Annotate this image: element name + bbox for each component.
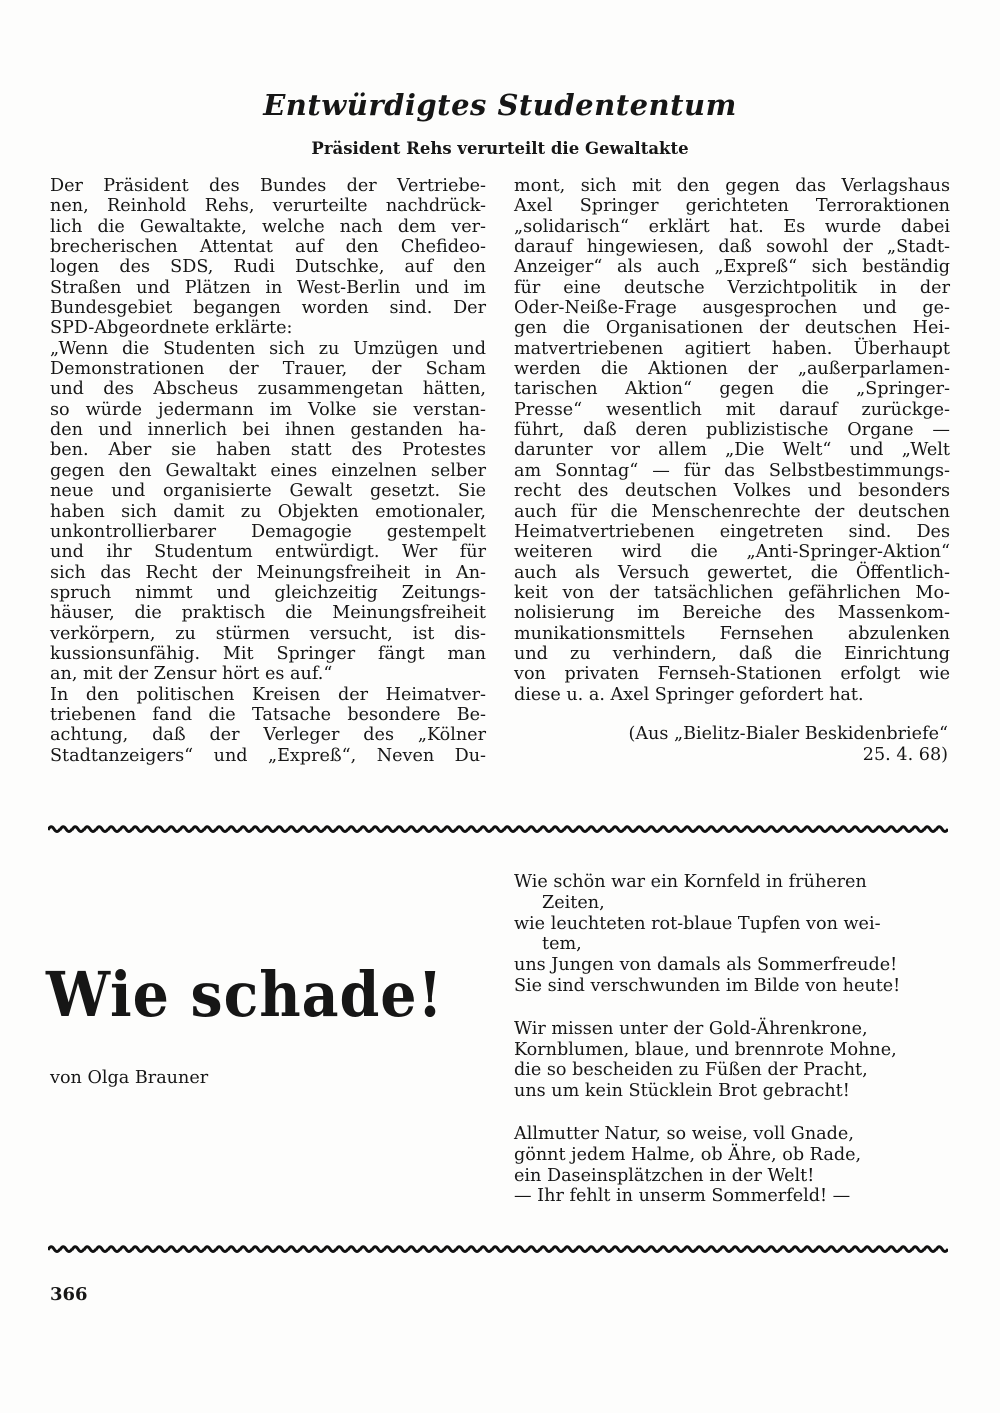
text-line: Der Präsident des Bundes der Vertriebe- — [50, 176, 486, 196]
poem-line: uns Jungen von damals als Sommerfreude! — [514, 955, 898, 976]
text-line: weiteren wird die „Anti-Springer-Aktion“ — [514, 542, 950, 563]
text-line: auch als Versuch gewertet, die Öffentlich- — [514, 562, 950, 583]
poem-line: Kornblumen, blaue, und brennrote Mohne, — [514, 1039, 897, 1060]
text-line: spruch nimmt und gleichzeitig Zeitungs- — [50, 582, 486, 603]
text-line: führt, daß deren publizistische Organe — — [514, 420, 950, 441]
text-line: darunter vor allem „Die Welt“ und „Welt — [514, 440, 950, 461]
poem-line: ein Daseinsplätzchen in der Welt! — [514, 1165, 815, 1186]
page-number: 366 — [50, 1284, 88, 1305]
article-subtitle: Präsident Rehs verurteilt die Gewaltakte — [311, 139, 689, 158]
text-line: Anzeiger“ als auch „Expreß“ sich beständig — [514, 257, 950, 278]
source-date: 25. 4. 68) — [862, 745, 948, 765]
text-line: kussionsunfähig. Mit Springer fängt man — [50, 643, 486, 664]
text-line: am Sonntag“ — für das Selbstbestimmungs- — [514, 460, 950, 481]
text-line: und des Abscheus zusammengetan hätten, — [50, 379, 486, 400]
text-line: haben sich damit zu Objekten emotionaler, — [50, 501, 486, 522]
poem-line: — Ihr fehlt in unserm Sommerfeld! — — [514, 1186, 851, 1207]
poem-line: Zeiten, — [542, 892, 605, 913]
text-line: diese u. a. Axel Springer gefordert hat. — [514, 684, 864, 705]
text-line: „Wenn die Studenten sich zu Umzügen und — [50, 338, 486, 359]
poem-line: tem, — [542, 934, 582, 955]
text-line: und zu verhindern, daß die Einrichtung — [514, 643, 950, 664]
text-line: mont, sich mit den gegen das Verlagshaus — [514, 176, 950, 196]
text-line: unkontrollierbarer Demagogie gestempelt — [50, 521, 486, 542]
poem-line: wie leuchteten rot-blaue Tupfen von wei- — [514, 913, 881, 934]
source-citation: (Aus „Bielitz-Bialer Beskidenbriefe“ — [628, 724, 948, 744]
text-line: recht des deutschen Volkes und besonders — [514, 481, 950, 502]
text-line: Oder-Neiße-Frage ausgesprochen und ge- — [514, 298, 950, 319]
text-line: SPD-Abgeordnete erklärte: — [50, 318, 293, 339]
text-line: munikationsmittels Fernsehen abzulenken — [514, 623, 950, 644]
text-line: keit von der tatsächlichen gefährlichen Mo- — [514, 582, 950, 603]
text-line: und ihr Studentum entwürdigt. Wer für — [50, 542, 486, 563]
text-line: gen die Organisationen der deutschen Hei- — [514, 318, 950, 339]
text-line: für eine deutsche Verzichtpolitik in der — [514, 277, 950, 298]
poem-line: die so bescheiden zu Füßen der Pracht, — [514, 1060, 868, 1081]
poem-title: Wie schade! — [46, 958, 444, 1031]
text-line: nen, Reinhold Rehs, verurteilte nachdrück- — [50, 196, 486, 217]
text-line: gegen den Gewaltakt eines einzelnen selber — [50, 460, 486, 481]
text-line: den und innerlich bei ihnen gestanden ha- — [50, 420, 486, 441]
text-line: Heimatvertriebenen eingetreten sind. Des — [514, 521, 950, 542]
text-line: Presse“ wesentlich mit darauf zurückge- — [514, 399, 950, 420]
text-line: ben. Aber sie haben statt des Protestes — [50, 440, 486, 461]
text-line: Straßen und Plätzen in West-Berlin und im — [50, 277, 486, 298]
text-line: neue und organisierte Gewalt gesetzt. Sie — [50, 481, 486, 502]
poem-text — [514, 872, 954, 1207]
text-line: nolisierung im Bereiche des Massenkom- — [514, 603, 950, 624]
text-line: „solidarisch“ erklärt hat. Es wurde dabei — [514, 216, 950, 237]
article-column-left — [50, 176, 486, 766]
text-line: logen des SDS, Rudi Dutschke, auf den — [50, 257, 486, 278]
text-line: Bundesgebiet begangen worden sind. Der — [50, 298, 486, 319]
poem-line: Wir missen unter der Gold-Ährenkrone, — [514, 1018, 868, 1039]
text-line: an, mit der Zensur hört es auf.“ — [50, 664, 333, 685]
text-line: In den politischen Kreisen der Heimatver- — [50, 684, 486, 705]
article-column-right — [514, 176, 950, 705]
text-line: verkörpern, zu stürmen versucht, ist dis- — [50, 623, 486, 644]
text-line: Axel Springer gerichteten Terroraktionen — [514, 196, 950, 217]
text-line: von privaten Fernseh-Stationen erfolgt wie — [514, 664, 950, 685]
text-line: triebenen fand die Tatsache besondere Be- — [50, 704, 486, 725]
text-line: sich das Recht der Meinungsfreiheit in An- — [50, 562, 486, 583]
poem-line: Sie sind verschwunden im Bilde von heute! — [514, 975, 901, 996]
text-line: Demonstrationen der Trauer, der Scham — [50, 359, 486, 380]
text-line: so würde jedermann im Volke sie verstan- — [50, 399, 486, 420]
ornamental-divider — [48, 1242, 948, 1256]
text-line: lich die Gewaltakte, welche nach dem ver- — [50, 216, 486, 237]
text-line: achtung, daß der Verleger des „Kölner — [50, 725, 486, 746]
text-line: brecherischen Attentat auf den Chefideo- — [50, 237, 486, 258]
poem-line: uns um kein Stücklein Brot gebracht! — [514, 1081, 850, 1102]
ornamental-divider — [48, 822, 948, 836]
poem-line: gönnt jedem Halme, ob Ähre, ob Rade, — [514, 1144, 862, 1165]
article-title: Entwürdigtes Studententum — [263, 88, 737, 122]
text-line: häuser, die praktisch die Meinungsfreiheit — [50, 603, 486, 624]
text-line: auch für die Menschenrechte der deutschen — [514, 501, 950, 522]
text-line: tarischen Aktion“ gegen die „Springer- — [514, 379, 950, 400]
text-line: matvertriebenen agitiert haben. Überhaupt — [514, 338, 950, 359]
poem-line: Wie schön war ein Kornfeld in früheren — [514, 872, 867, 892]
text-line: darauf hingewiesen, daß sowohl der „Stadt- — [514, 237, 950, 258]
text-line: Stadtanzeigers“ und „Expreß“, Neven Du- — [50, 745, 486, 766]
text-line: werden die Aktionen der „außerparlamen- — [514, 359, 950, 380]
poem-author: von Olga Brauner — [50, 1068, 209, 1088]
poem-line: Allmutter Natur, so weise, voll Gnade, — [514, 1123, 854, 1144]
